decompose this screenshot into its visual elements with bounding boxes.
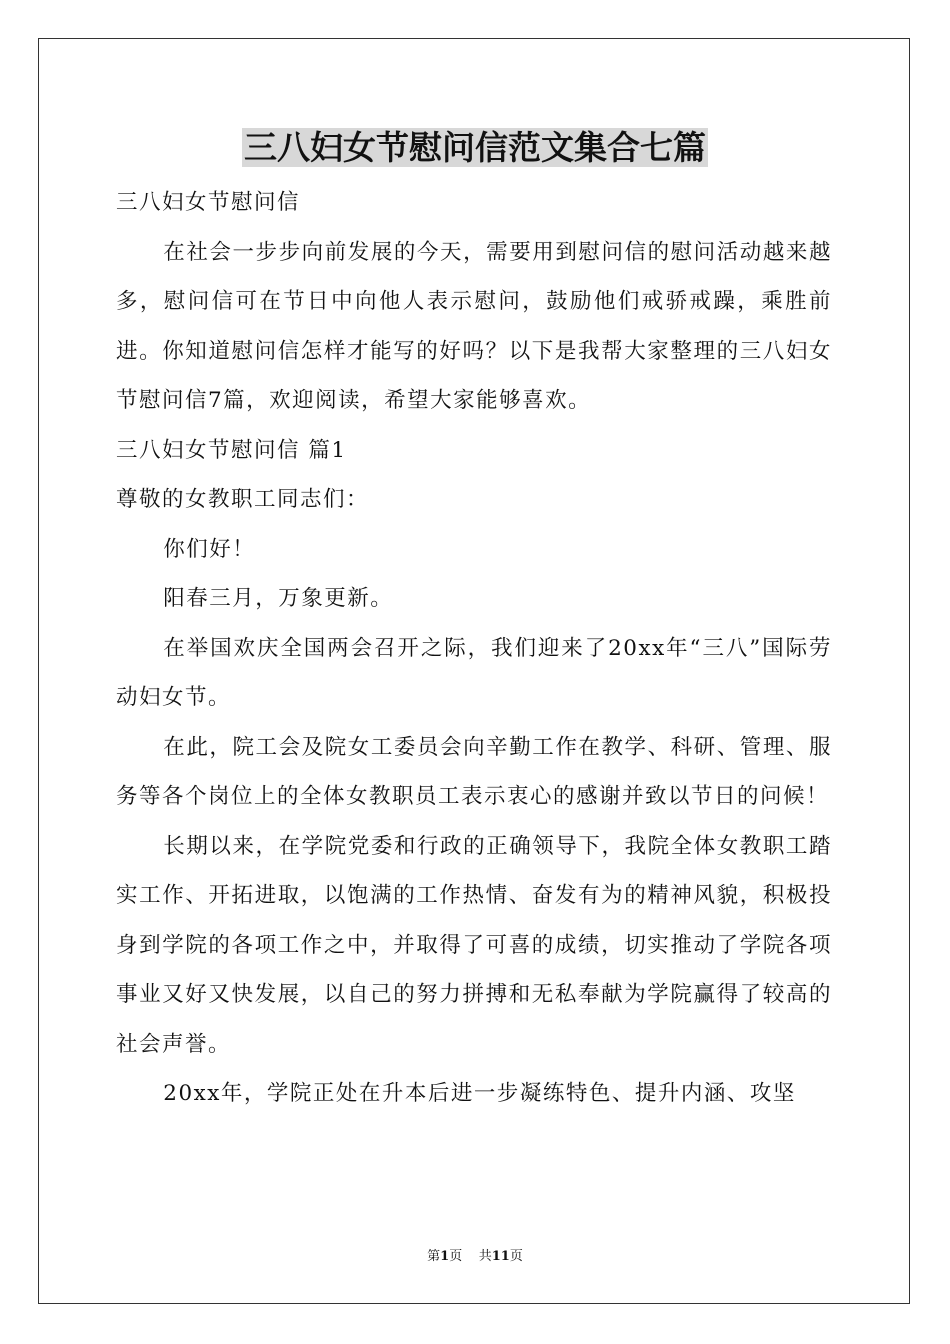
document-body (116, 178, 832, 1119)
body-paragraph: 阳春三月，万象更新。 (163, 586, 394, 611)
document-title-text: 三八妇女节慰问信范文集合七篇 (244, 128, 706, 167)
page-suffix: 页 (449, 1249, 463, 1264)
body-paragraph: 在此，院工会及院女工委员会向辛勤工作在教学、科研、管理、服务等各个岗位上的全体女教职员工表示衷心的感谢并致以节日的问候！ (116, 734, 832, 809)
page-prefix: 第 (427, 1249, 441, 1264)
page-footer (0, 1248, 950, 1266)
article-heading: 三八妇女节慰问信 篇1 (116, 437, 347, 463)
section-heading: 三八妇女节慰问信 (116, 190, 301, 215)
greeting: 你们好！ (163, 536, 256, 562)
body-paragraph: 20xx年，学院正处在升本后进一步凝练特色、提升内涵、攻坚 (163, 1081, 796, 1106)
total-prefix: 共 (478, 1249, 492, 1264)
body-paragraph: 长期以来，在学院党委和行政的正确领导下，我院全体女教职工踏实工作、开拓进取，以饱满的工作热情、奋发有为的精神风貌，积极投身到学院的各项工作之中，并取得了可喜的成绩，切实推动了学院各项事业又好又快发展，以自己的努力拼搏和无私奉献为学院赢得了较高的社会声誉。 (116, 833, 832, 1057)
salutation: 尊敬的女教职工同志们： (116, 487, 370, 512)
document-title (0, 124, 950, 172)
body-paragraph: 在举国欢庆全国两会召开之际，我们迎来了20xx年“三八”国际劳动妇女节。 (116, 635, 832, 710)
intro-paragraph: 在社会一步步向前发展的今天，需要用到慰问信的慰问活动越来越多，慰问信可在节日中向他人表示慰问，鼓励他们戒骄戒躁，乘胜前进。你知道慰问信怎样才能写的好吗？以下是我帮大家整理的三八妇女节慰问信7篇，欢迎阅读，希望大家能够喜欢。 (116, 239, 832, 413)
total-suffix: 页 (509, 1249, 523, 1264)
page-number: 1 (440, 1249, 450, 1264)
total-pages: 11 (491, 1249, 510, 1264)
